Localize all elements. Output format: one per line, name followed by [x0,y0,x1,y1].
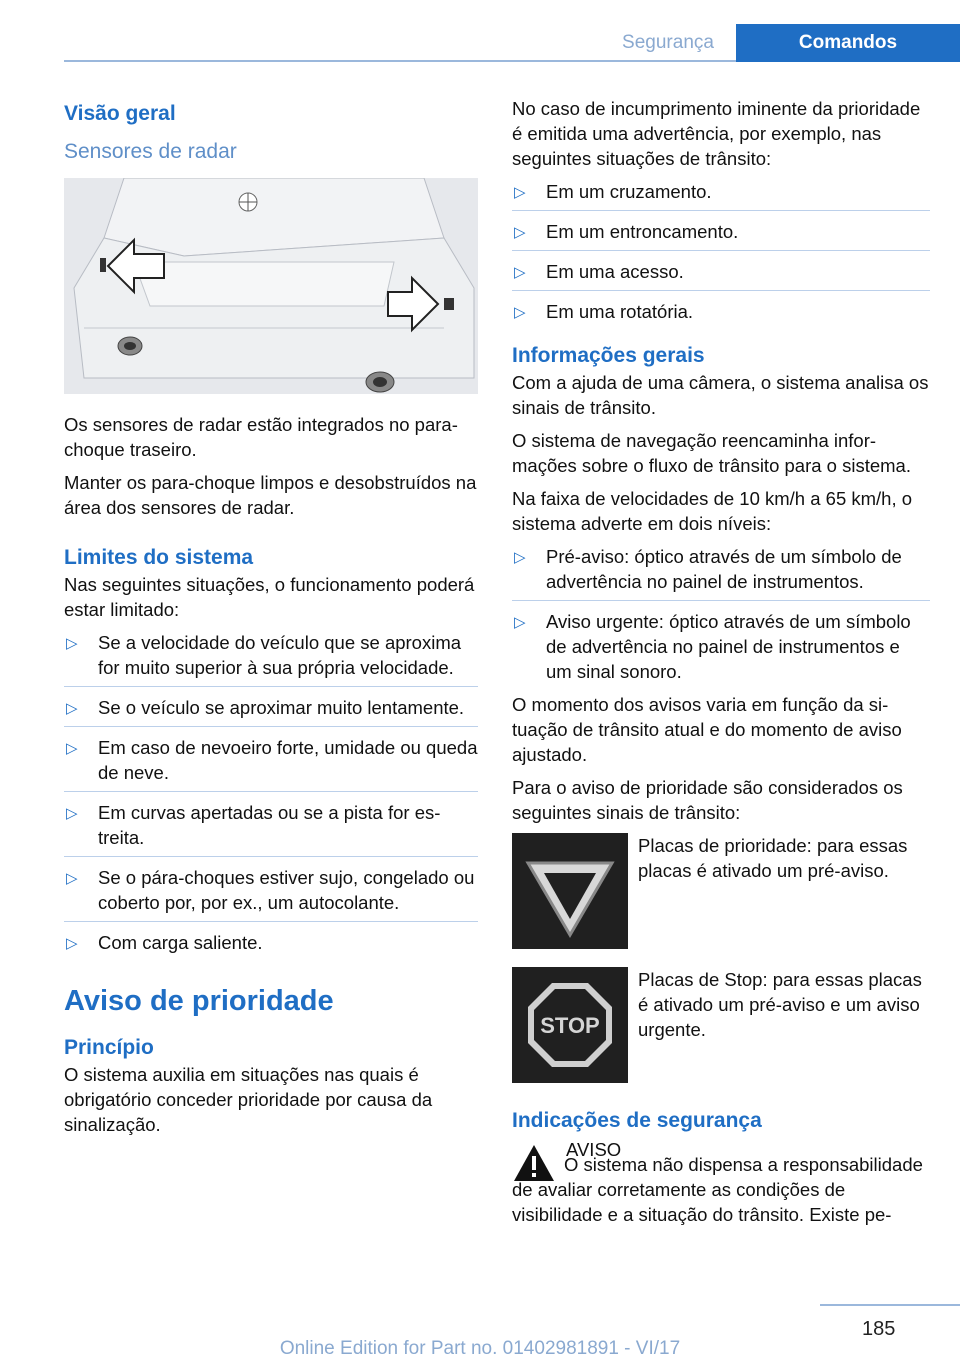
yield-sign-text: Placas de prioridade: para essas placas é ativado um pré-aviso. [638,835,908,881]
list-item: ▷ Se o pára-choques estiver sujo, congelado ou coberto por, por ex., um autocolante. [64,865,478,922]
principle-text: O sistema auxilia em situações nas quais é obrigatório conceder prioridade por causa da sinalização. [64,1064,433,1135]
warning-text: O sistema não dispensa a responsabilidade de avaliar corretamente as condições de visibilidade e a situação do trânsito. Existe pe- [512,1154,923,1225]
safety-heading: Indicações de segurança [512,1109,762,1132]
tab-seguranca[interactable]: Segurança [622,32,714,53]
yield-sign-row [512,833,930,949]
triangle-bullet-icon: ▷ [66,740,78,757]
info-heading: Informações gerais [512,344,705,367]
tab-comandos[interactable]: Comandos [736,24,960,62]
triangle-bullet-icon: ▷ [66,935,78,952]
list-item: ▷ Se a velocidade do veículo que se aproxima for muito superior à sua própria velocidade. [64,630,478,687]
triangle-bullet-icon: ▷ [514,224,526,241]
levels-list [512,544,930,684]
svg-text:STOP: STOP [540,1013,600,1038]
list-item: ▷ Em um cruzamento. [512,179,930,211]
limits-heading: Limites do sistema [64,546,254,569]
list-item: ▷ Se o veículo se aproximar muito lentamente. [64,695,478,727]
stop-sign-row [512,967,930,1083]
limits-list [64,630,478,955]
triangle-bullet-icon: ▷ [514,304,526,321]
list-item: ▷ Com carga saliente. [64,930,478,955]
list-item: ▷ Em um entroncamento. [512,219,930,251]
triangle-bullet-icon: ▷ [66,870,78,887]
footer-rule [820,1304,960,1306]
triangle-bullet-icon: ▷ [514,549,526,566]
triangle-bullet-icon: ▷ [66,635,78,652]
section-title: Visão geral [64,102,176,125]
page-number: 185 [862,1318,896,1340]
radar-heading: Sensores de radar [64,140,237,163]
list-item: ▷ Pré-aviso: óptico através de um símbolo de advertência no painel de instrumentos. [512,544,930,601]
list-item: ▷ Em caso de nevoeiro forte, umidade ou queda de neve. [64,735,478,792]
stop-sign-text: Placas de Stop: para essas placas é ativado um pré-aviso e um aviso urgente. [638,969,922,1040]
triangle-bullet-icon: ▷ [66,700,78,717]
priority-title: Aviso de prioridade [64,985,334,1017]
warning-title: AVISO [566,1139,622,1160]
principle-heading: Princípio [64,1036,154,1059]
yield-sign-icon [512,833,628,949]
situations-list [512,179,930,324]
triangle-bullet-icon: ▷ [514,614,526,631]
list-item: ▷ Aviso urgente: óptico através de um símbolo de advertência no painel de instrumentos e um sinal sonoro. [514,611,911,682]
info-paragraph-1: Com a ajuda de uma câmera, o sistema analisa os sinais de trânsito. [512,372,929,418]
radar-paragraph-1: Os sensores de radar estão integrados no para-choque traseiro. [64,414,458,460]
right-column [512,96,930,1235]
info-paragraph-5: Para o aviso de prioridade são considerados os seguintes sinais de trânsito: [512,777,903,823]
list-item: ▷ Em curvas apertadas ou se a pista for estreita. [64,800,478,857]
edition-footer: Online Edition for Part no. 01402981891 - VI/17 [279,1338,681,1359]
left-column [64,96,478,1145]
stop-sign-icon [512,967,628,1083]
limits-intro: Nas seguintes situações, o funcionamento poderá estar limitado: [64,574,475,620]
radar-paragraph-2: Manter os para-choque limpos e desobstruídos na área dos sensores de radar. [64,472,477,518]
info-paragraph-2: O sistema de navegação reencaminha informações sobre o fluxo de trânsito para o sistema. [512,430,911,476]
radar-sensor-illustration [64,178,478,394]
triangle-bullet-icon: ▷ [66,805,78,822]
info-paragraph-4: O momento dos avisos varia em função da situação de trânsito atual e do momento de aviso ajustado. [512,694,902,765]
triangle-bullet-icon: ▷ [514,264,526,281]
triangle-bullet-icon: ▷ [514,184,526,201]
list-item: ▷ Em uma rotatória. [512,299,930,324]
situations-intro: No caso de incumprimento iminente da prioridade é emitida uma advertência, por exemplo, nas seguintes situações de trânsito: [512,98,921,169]
info-paragraph-3: Na faixa de velocidades de 10 km/h a 65 km/h, o sistema adverte em dois níveis: [512,488,913,534]
list-item: ▷ Em uma acesso. [512,259,930,291]
